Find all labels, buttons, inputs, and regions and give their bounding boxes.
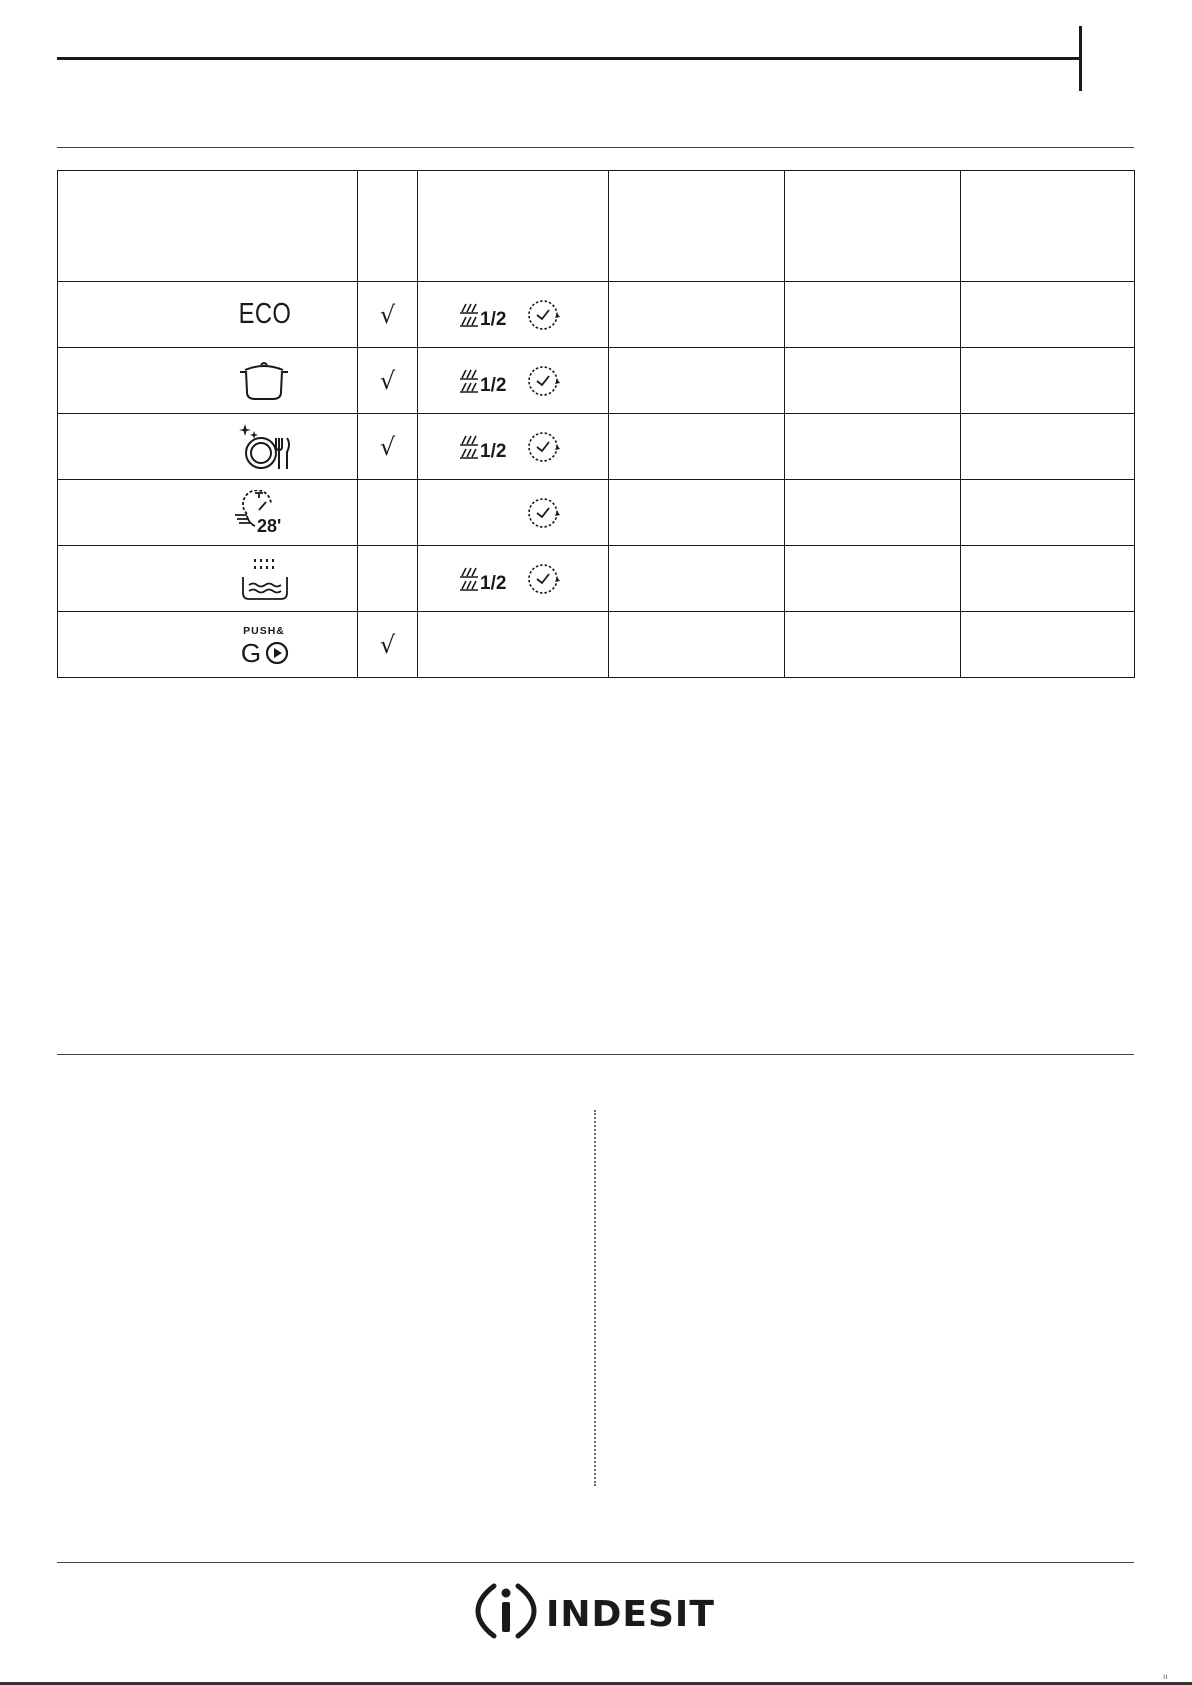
empty-cell	[609, 282, 785, 348]
check-mark: √	[358, 348, 418, 414]
empty-cell	[785, 348, 961, 414]
top-tick	[1079, 26, 1082, 91]
empty-cell	[609, 480, 785, 546]
table-row	[58, 282, 1135, 348]
svg-text:1/2: 1/2	[480, 572, 507, 594]
svg-text:1/2: 1/2	[480, 440, 507, 462]
header-programme	[58, 171, 358, 282]
pot-intensive-icon	[237, 358, 291, 404]
svg-text:G: G	[240, 637, 262, 666]
table-row	[58, 612, 1135, 678]
empty-cell	[609, 414, 785, 480]
delay-start-icon	[526, 364, 562, 398]
push-and-go-icon	[237, 624, 291, 666]
fast-28-icon	[233, 490, 291, 536]
top-rule	[57, 57, 1080, 60]
half-load-icon	[458, 300, 512, 330]
empty-cell	[961, 348, 1135, 414]
empty-cell	[609, 348, 785, 414]
eco-icon: ECO	[238, 298, 291, 330]
svg-text:INDESIT: INDESIT	[546, 1594, 715, 1635]
options-cell	[418, 414, 609, 480]
empty-cell	[785, 282, 961, 348]
header-col-2	[358, 171, 418, 282]
header-col-6	[961, 171, 1135, 282]
empty-cell	[961, 612, 1135, 678]
programme-table	[57, 170, 1135, 678]
soak-icon	[239, 555, 291, 603]
check-mark	[358, 480, 418, 546]
svg-text:28': 28'	[257, 515, 282, 536]
empty-cell	[961, 546, 1135, 612]
delay-start-icon	[526, 562, 562, 596]
svg-text:1/2: 1/2	[480, 308, 507, 330]
programme-cell	[58, 546, 358, 612]
empty-cell	[609, 612, 785, 678]
svg-text:PUSH&: PUSH&	[243, 624, 285, 637]
column-divider	[594, 1110, 596, 1486]
empty-cell	[785, 414, 961, 480]
table-row	[58, 546, 1135, 612]
empty-cell	[961, 282, 1135, 348]
header-col-4	[609, 171, 785, 282]
options-cell	[418, 612, 609, 678]
header-options	[418, 171, 609, 282]
options-cell	[418, 348, 609, 414]
delay-start-icon	[526, 430, 562, 464]
options-cell	[418, 480, 609, 546]
half-load-icon	[458, 564, 512, 594]
check-mark: √	[358, 414, 418, 480]
delay-start-icon	[526, 298, 562, 332]
section-rule	[57, 147, 1134, 148]
check-mark	[358, 546, 418, 612]
table-row	[58, 414, 1135, 480]
delay-start-icon	[526, 496, 562, 530]
empty-cell	[961, 480, 1135, 546]
empty-cell	[785, 612, 961, 678]
programme-cell	[58, 480, 358, 546]
plate-cutlery-sparkle-icon	[237, 422, 291, 472]
table-row	[58, 348, 1135, 414]
programme-cell	[58, 348, 358, 414]
half-load-icon	[458, 366, 512, 396]
section-rule	[57, 1054, 1134, 1055]
footer-rule	[57, 1562, 1134, 1563]
check-mark: √	[358, 612, 418, 678]
header-col-5	[785, 171, 961, 282]
half-load-icon	[458, 432, 512, 462]
programme-cell	[58, 282, 358, 348]
empty-cell	[785, 546, 961, 612]
programme-cell	[58, 414, 358, 480]
options-cell	[418, 282, 609, 348]
empty-cell	[609, 546, 785, 612]
programme-cell	[58, 612, 358, 678]
check-mark: √	[358, 282, 418, 348]
empty-cell	[785, 480, 961, 546]
options-cell	[418, 546, 609, 612]
svg-text:1/2: 1/2	[480, 374, 507, 396]
indesit-logo	[474, 1578, 720, 1642]
page-mark: ıı	[1163, 1672, 1168, 1681]
empty-cell	[961, 414, 1135, 480]
table-row	[58, 480, 1135, 546]
table-header-row	[58, 171, 1135, 282]
